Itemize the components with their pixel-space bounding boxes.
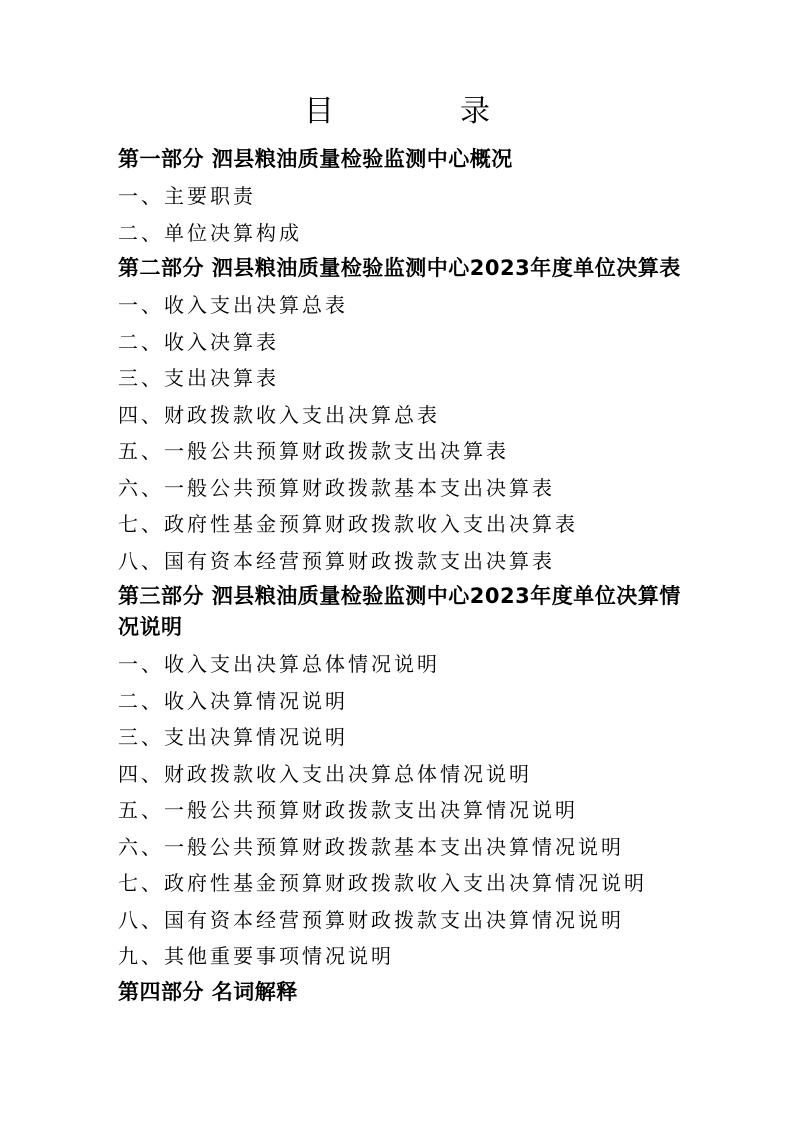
toc-item: 五、一般公共预算财政拨款支出决算表 [118,439,509,463]
toc-item: 三、支出决算情况说明 [118,725,348,749]
toc-item: 八、国有资本经营预算财政拨款支出决算表 [118,548,555,573]
toc-part-heading: 第二部分 泗县粮油质量检验监测中心2023年度单位决算表 [118,256,681,280]
toc-item: 四、财政拨款收入支出决算总体情况说明 [118,761,532,786]
page-title: 目 录 [304,94,538,129]
toc-item: 七、政府性基金预算财政拨款收入支出决算表 [118,512,578,536]
toc-item: 七、政府性基金预算财政拨款收入支出决算情况说明 [118,871,647,895]
toc-item: 八、国有资本经营预算财政拨款支出决算情况说明 [118,907,624,932]
toc-item: 六、一般公共预算财政拨款基本支出决算表 [118,475,555,500]
toc-item: 九、其他重要事项情况说明 [118,944,394,968]
toc-item: 二、收入决算表 [118,329,279,354]
table-of-contents [118,142,684,1011]
toc-item: 四、财政拨款收入支出决算总表 [118,402,440,427]
toc-item: 二、单位决算构成 [118,220,302,245]
toc-part-heading: 第一部分 泗县粮油质量检验监测中心概况 [118,147,513,171]
toc-part-1 [118,142,684,251]
toc-item: 一、主要职责 [118,184,256,208]
toc-part-3 [118,579,684,975]
toc-item: 一、收入支出决算总表 [118,293,348,317]
toc-part-4 [118,975,684,1011]
toc-part-heading: 第四部分 名词解释 [118,979,298,1004]
toc-item: 五、一般公共预算财政拨款支出决算情况说明 [118,798,578,822]
toc-item: 二、收入决算情况说明 [118,688,348,713]
toc-part-2 [118,251,684,579]
toc-item: 一、收入支出决算总体情况说明 [118,652,440,676]
toc-item: 三、支出决算表 [118,366,279,390]
toc-part-heading: 第三部分 泗县粮油质量检验监测中心2023年度单位决算情况说明 [118,584,681,639]
toc-item: 六、一般公共预算财政拨款基本支出决算情况说明 [118,834,624,859]
